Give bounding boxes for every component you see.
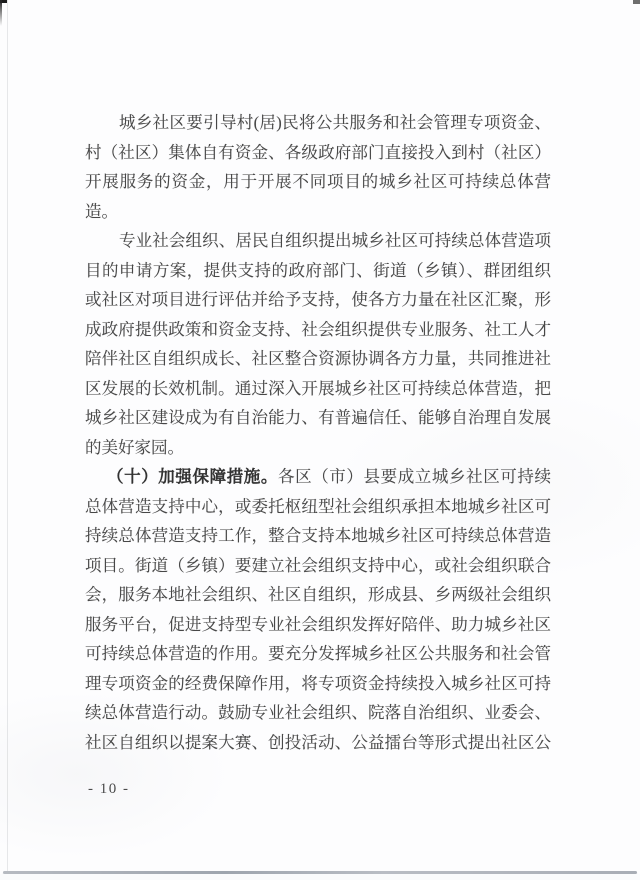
text-line: 开展服务的资金，用于开展不同项目的城乡社区可持续总体营 bbox=[85, 172, 551, 191]
text-block bbox=[85, 108, 551, 757]
text-line: 总体营造支持中心，或委托枢纽型社会组织承担本地城乡社区可 bbox=[85, 496, 551, 516]
bold-heading: （十）加强保障措施。 bbox=[107, 467, 278, 486]
text-line: 目的申请方案，提供支持的政府部门、街道（乡镇）、群团组织 bbox=[85, 260, 551, 280]
text-line: 陪伴社区自组织成长、社区整合资源协调各方力量，共同推进社 bbox=[85, 349, 551, 368]
text-line: 造。 bbox=[85, 201, 118, 221]
paragraph bbox=[85, 108, 551, 226]
text-line: 会，服务本地社会组织、社区自组织，形成县、乡两级社会组织 bbox=[85, 585, 551, 604]
text-line: 服务平台，促进支持型专业社会组织发挥好陪伴、助力城乡社区 bbox=[85, 614, 551, 634]
scan-background-below-page bbox=[0, 874, 640, 880]
text-line: 区发展的长效机制。通过深入开展城乡社区可持续总体营造，把 bbox=[85, 378, 551, 398]
text-line: 可持续总体营造的作用。要充分发挥城乡社区公共服务和社会管 bbox=[85, 644, 551, 663]
text-line: 村（社区）集体自有资金、各级政府部门直接投入到村（社区） bbox=[85, 142, 551, 162]
text-line: 持续总体营造支持工作，整合支持本地城乡社区可持续总体营造 bbox=[85, 526, 551, 545]
text-line: 的美好家园。 bbox=[85, 437, 184, 457]
scan-artifact-left-edge-mark bbox=[0, 0, 2, 26]
page-number: - 10 - bbox=[88, 781, 130, 797]
text-line: 城乡社区要引导村(居)民将公共服务和社会管理专项资金、 bbox=[119, 113, 551, 132]
text-line: 理专项资金的经费保障作用，将专项资金持续投入城乡社区可持 bbox=[85, 673, 551, 693]
page-left-edge-line bbox=[7, 0, 8, 872]
text-line: 成政府提供政策和资金支持、社会组织提供专业服务、社工人才 bbox=[85, 319, 551, 339]
text-line: 社区自组织以提案大赛、创投活动、公益擂台等形式提出社区公 bbox=[85, 732, 551, 752]
text-line: 城乡社区建设成为有自治能力、有普遍信任、能够自治理自发展 bbox=[85, 408, 551, 427]
paragraph bbox=[85, 226, 551, 462]
text-line: 专业社会组织、居民自组织提出城乡社区可持续总体营造项 bbox=[119, 231, 551, 250]
text-line: （十）加强保障措施。各区（市）县要成立城乡社区可持续 bbox=[107, 467, 552, 486]
scan-artifact-top-right-mark bbox=[633, 0, 640, 4]
text-line: 续总体营造行动。鼓励专业社会组织、院落自治组织、业委会、 bbox=[85, 703, 551, 722]
text-line: 项目。街道（乡镇）要建立社会组织支持中心，或社会组织联合 bbox=[85, 555, 551, 575]
paragraph bbox=[85, 462, 551, 757]
text-line: 或社区对项目进行评估并给予支持，使各方力量在社区汇聚，形 bbox=[85, 290, 551, 309]
